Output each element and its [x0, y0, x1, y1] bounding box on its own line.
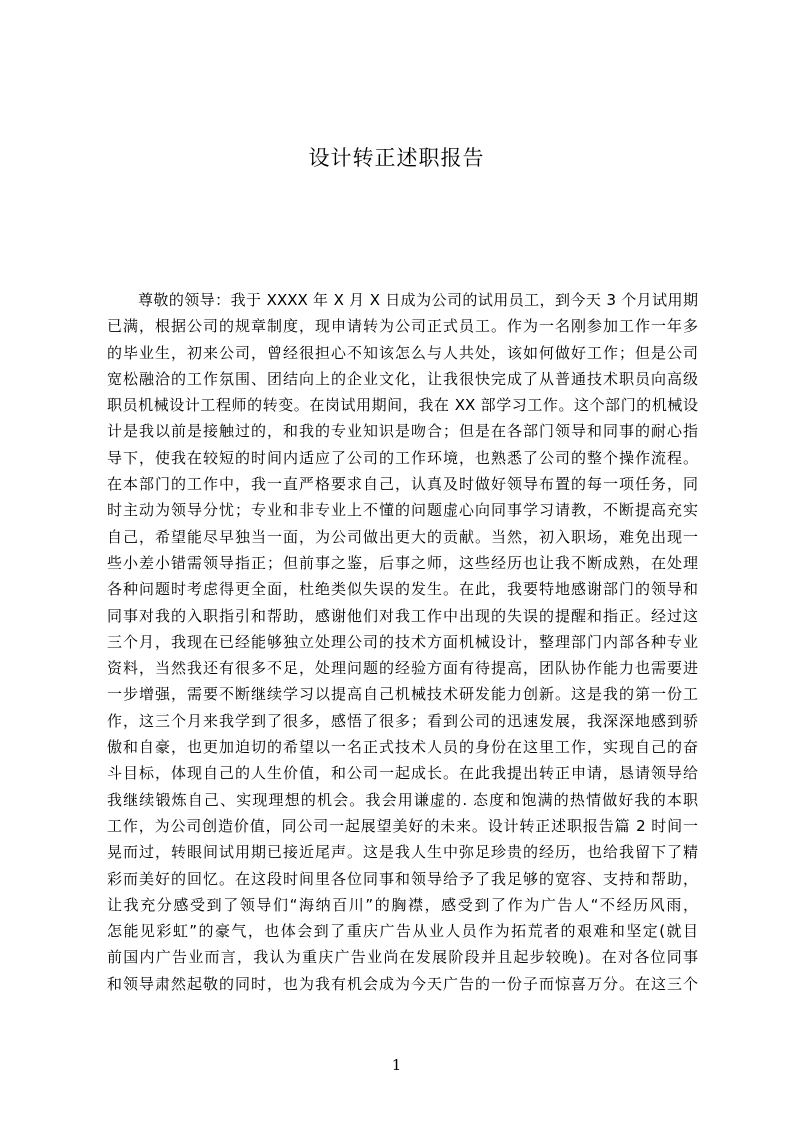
text-line: 作，这三个月来我学到了很多，感悟了很多；看到公司的迅速发展，我深深地感到骄: [107, 711, 698, 730]
text-line: 彩而美好的回忆。在这段时间里各位同事和领导给予了我足够的宽容、支持和帮助，: [107, 869, 698, 888]
text-line: 怎能见彩虹”的豪气，也体会到了重庆广告从业人员作为拓荒者的艰难和坚定(就目: [107, 922, 698, 941]
text-line: 计是我以前是接触过的，和我的专业知识是吻合；但是在各部门领导和同事的耐心指: [107, 422, 698, 441]
text-line: 工作，为公司创造价值，同公司一起展望美好的未来。设计转正述职报告篇 2 时间一: [107, 816, 698, 835]
text-line: 一步增强，需要不断继续学习以提高自己机械技术研发能力创新。这是我的第一份工: [107, 685, 698, 704]
text-line: 晃而过，转眼间试用期已接近尾声。这是我人生中弥足珍贵的经历，也给我留下了精: [107, 843, 698, 862]
text-line: 同事对我的入职指引和帮助，感谢他们对我工作中出现的失误的提醒和指正。经过这: [107, 606, 698, 625]
text-line: 自己，希望能尽早独当一面，为公司做出更大的贡献。当然，初入职场，难免出现一: [107, 527, 698, 546]
body-paragraph: [107, 287, 698, 997]
text-line: 已满，根据公司的规章制度，现申请转为公司正式员工。作为一名刚参加工作一年多: [107, 317, 698, 336]
text-line: 我继续锻炼自己、实现理想的机会。我会用谦虚的. 态度和饱满的热情做好我的本职: [107, 790, 698, 809]
text-line: 三个月，我现在已经能够独立处理公司的技术方面机械设计，整理部门内部各种专业: [107, 632, 698, 651]
text-line: 斗目标，体现自己的人生价值，和公司一起成长。在此我提出转正申请，恳请领导给: [107, 764, 698, 783]
text-line: 资料，当然我还有很多不足，处理问题的经验方面有待提高，团队协作能力也需要进: [107, 659, 698, 678]
text-line: 职员机械设计工程师的转变。在岗试用期间，我在 XX 部学习工作。这个部门的机械设: [107, 396, 698, 415]
page-number: 1: [391, 1056, 402, 1074]
text-line: 导下，使我在较短的时间内适应了公司的工作环境，也熟悉了公司的整个操作流程。: [107, 448, 698, 467]
text-line: 前国内广告业而言，我认为重庆广告业尚在发展阶段并且起步较晚)。在对各位同事: [107, 948, 698, 967]
text-line: 傲和自豪，也更加迫切的希望以一名正式技术人员的身份在这里工作，实现自己的奋: [107, 738, 698, 757]
text-line: 宽松融洽的工作氛围、团结向上的企业文化，让我很快完成了从普通技术职员向高级: [107, 369, 698, 388]
text-line: 些小差小错需领导指正；但前事之鉴，后事之师，这些经历也让我不断成熟，在处理: [107, 553, 698, 572]
document-title: 设计转正述职报告: [308, 146, 485, 170]
text-line: 在本部门的工作中，我一直严格要求自己，认真及时做好领导布置的每一项任务，同: [107, 475, 698, 494]
text-line: 的毕业生，初来公司，曾经很担心不知该怎么与人共处，该如何做好工作；但是公司: [107, 343, 698, 362]
text-line: 让我充分感受到了领导们“海纳百川”的胸襟，感受到了作为广告人“不经历风雨，: [107, 895, 698, 914]
text-line: 尊敬的领导：我于 XXXX 年 X 月 X 日成为公司的试用员工，到今天 3 个月试用期: [138, 291, 698, 309]
text-line: 和领导肃然起敬的同时，也为我有机会成为今天广告的一份子而惊喜万分。在这三个: [107, 974, 698, 993]
text-line: 时主动为领导分忧；专业和非专业上不懂的问题虚心向同事学习请教，不断提高充实: [107, 501, 698, 520]
text-line: 各种问题时考虑得更全面，杜绝类似失误的发生。在此，我要特地感谢部门的领导和: [107, 580, 698, 599]
